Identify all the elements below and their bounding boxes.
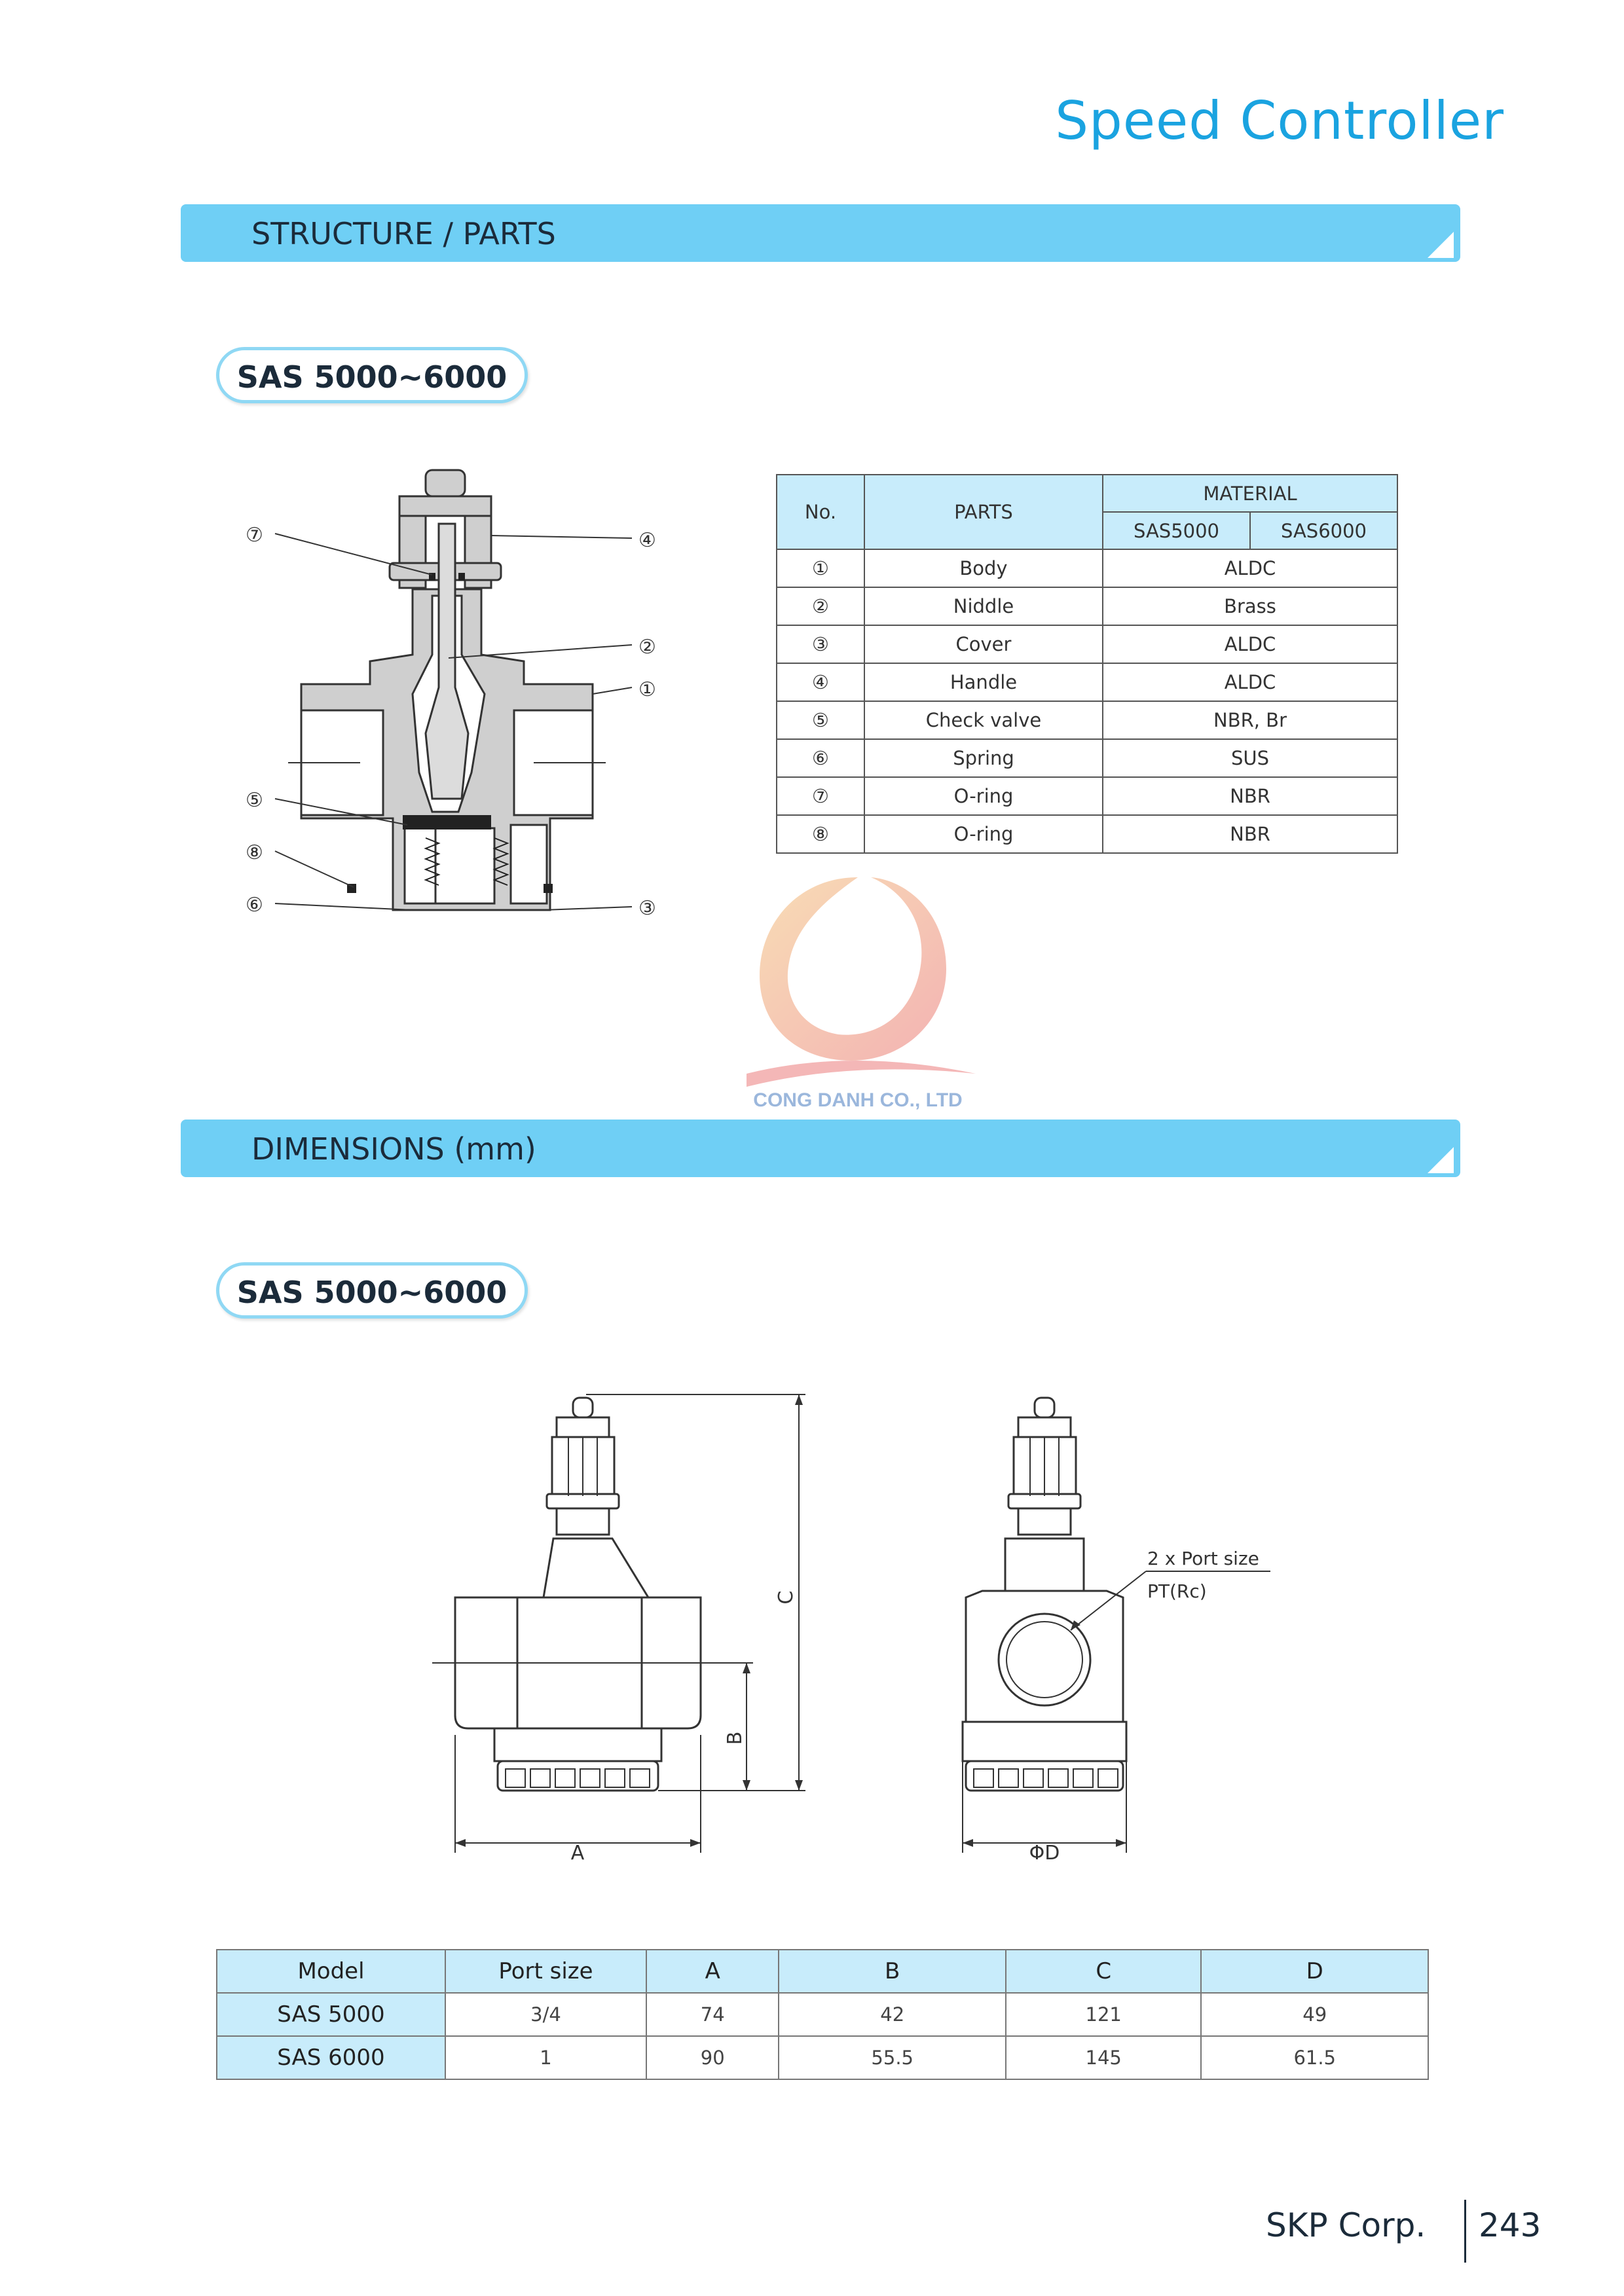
cell-b: 42: [779, 1993, 1005, 2036]
col-header-a: A: [646, 1950, 779, 1993]
cell-port: 1: [445, 2036, 646, 2079]
cell-part: Spring: [864, 739, 1103, 777]
cell-model: SAS 6000: [217, 2036, 445, 2079]
cell-part: O-ring: [864, 815, 1103, 853]
cell-part: Cover: [864, 625, 1103, 663]
page-number: 243: [1479, 2206, 1541, 2244]
corner-arrow-icon: [1426, 230, 1455, 259]
dimensions-table: [216, 1949, 1429, 2080]
cell-no: ⑦: [777, 777, 864, 815]
callout-8: ⑧: [246, 841, 263, 864]
cell-port: 3/4: [445, 1993, 646, 2036]
col-header-sas6000: SAS6000: [1250, 512, 1397, 549]
port-size-label: 2 x Port size: [1147, 1548, 1259, 1569]
table-row: [777, 587, 1397, 625]
callout-7: ⑦: [246, 524, 263, 547]
dim-label-b: B: [724, 1731, 747, 1745]
table-row: [777, 663, 1397, 701]
table-row: [217, 2036, 1428, 2079]
col-header-b: B: [779, 1950, 1005, 1993]
cell-d: 49: [1201, 1993, 1428, 2036]
callout-5: ⑤: [246, 789, 263, 812]
col-header-port-size: Port size: [445, 1950, 646, 1993]
cell-material: NBR: [1103, 777, 1397, 815]
col-header-sas5000: SAS5000: [1103, 512, 1250, 549]
cell-material: SUS: [1103, 739, 1397, 777]
footer-divider: [1464, 2200, 1466, 2263]
table-row: [777, 739, 1397, 777]
table-row: [777, 777, 1397, 815]
callout-4: ④: [638, 529, 656, 552]
col-header-d: D: [1201, 1950, 1428, 1993]
cell-material: ALDC: [1103, 663, 1397, 701]
col-header-parts: PARTS: [864, 475, 1103, 549]
section-title-dimensions: DIMENSIONS (mm): [251, 1131, 536, 1167]
cell-part: Check valve: [864, 701, 1103, 739]
callout-6: ⑥: [246, 894, 263, 917]
model-badge: [216, 1262, 528, 1319]
section-title-structure: STRUCTURE / PARTS: [251, 216, 556, 251]
model-badge-label: SAS 5000~6000: [236, 359, 507, 395]
cell-b: 55.5: [779, 2036, 1005, 2079]
dim-label-d: ΦD: [1029, 1842, 1060, 1865]
model-badge-label: SAS 5000~6000: [236, 1275, 507, 1310]
cell-c: 145: [1006, 2036, 1202, 2079]
watermark-logo: [720, 864, 995, 1113]
section-bar-structure: [181, 204, 1460, 262]
cell-no: ④: [777, 663, 864, 701]
cell-material: NBR: [1103, 815, 1397, 853]
table-row: [777, 701, 1397, 739]
cell-no: ⑤: [777, 701, 864, 739]
cross-section-drawing: [236, 458, 694, 956]
col-header-c: C: [1006, 1950, 1202, 1993]
table-row: [777, 815, 1397, 853]
watermark-text: CONG DANH CO., LTD: [753, 1089, 963, 1111]
table-row: [217, 1993, 1428, 2036]
cell-no: ⑧: [777, 815, 864, 853]
parts-table: [776, 474, 1398, 854]
callout-3: ③: [638, 897, 656, 920]
col-header-material: MATERIAL: [1103, 475, 1397, 512]
cell-model: SAS 5000: [217, 1993, 445, 2036]
cell-material: ALDC: [1103, 549, 1397, 587]
cell-a: 74: [646, 1993, 779, 2036]
front-view-drawing: [426, 1381, 851, 1879]
callout-2: ②: [638, 636, 656, 659]
model-badge: [216, 347, 528, 403]
corner-arrow-icon: [1426, 1146, 1455, 1175]
cell-material: ALDC: [1103, 625, 1397, 663]
col-header-model: Model: [217, 1950, 445, 1993]
cell-part: Body: [864, 549, 1103, 587]
table-row: [777, 625, 1397, 663]
dim-label-a: A: [570, 1842, 585, 1865]
cell-no: ③: [777, 625, 864, 663]
cell-part: O-ring: [864, 777, 1103, 815]
footer-company: SKP Corp.: [1266, 2206, 1426, 2244]
callout-1: ①: [638, 678, 656, 701]
cell-material: Brass: [1103, 587, 1397, 625]
section-bar-dimensions: [181, 1120, 1460, 1177]
cell-no: ②: [777, 587, 864, 625]
cell-no: ①: [777, 549, 864, 587]
page-title: Speed Controller: [1055, 90, 1504, 151]
side-view-drawing: [943, 1381, 1310, 1879]
dim-label-c: C: [775, 1590, 798, 1605]
cell-d: 61.5: [1201, 2036, 1428, 2079]
cell-material: NBR, Br: [1103, 701, 1397, 739]
col-header-no: No.: [777, 475, 864, 549]
cell-part: Handle: [864, 663, 1103, 701]
cell-c: 121: [1006, 1993, 1202, 2036]
cell-part: Niddle: [864, 587, 1103, 625]
table-row: [777, 549, 1397, 587]
cell-no: ⑥: [777, 739, 864, 777]
port-thread-label: PT(Rc): [1147, 1580, 1207, 1602]
cell-a: 90: [646, 2036, 779, 2079]
